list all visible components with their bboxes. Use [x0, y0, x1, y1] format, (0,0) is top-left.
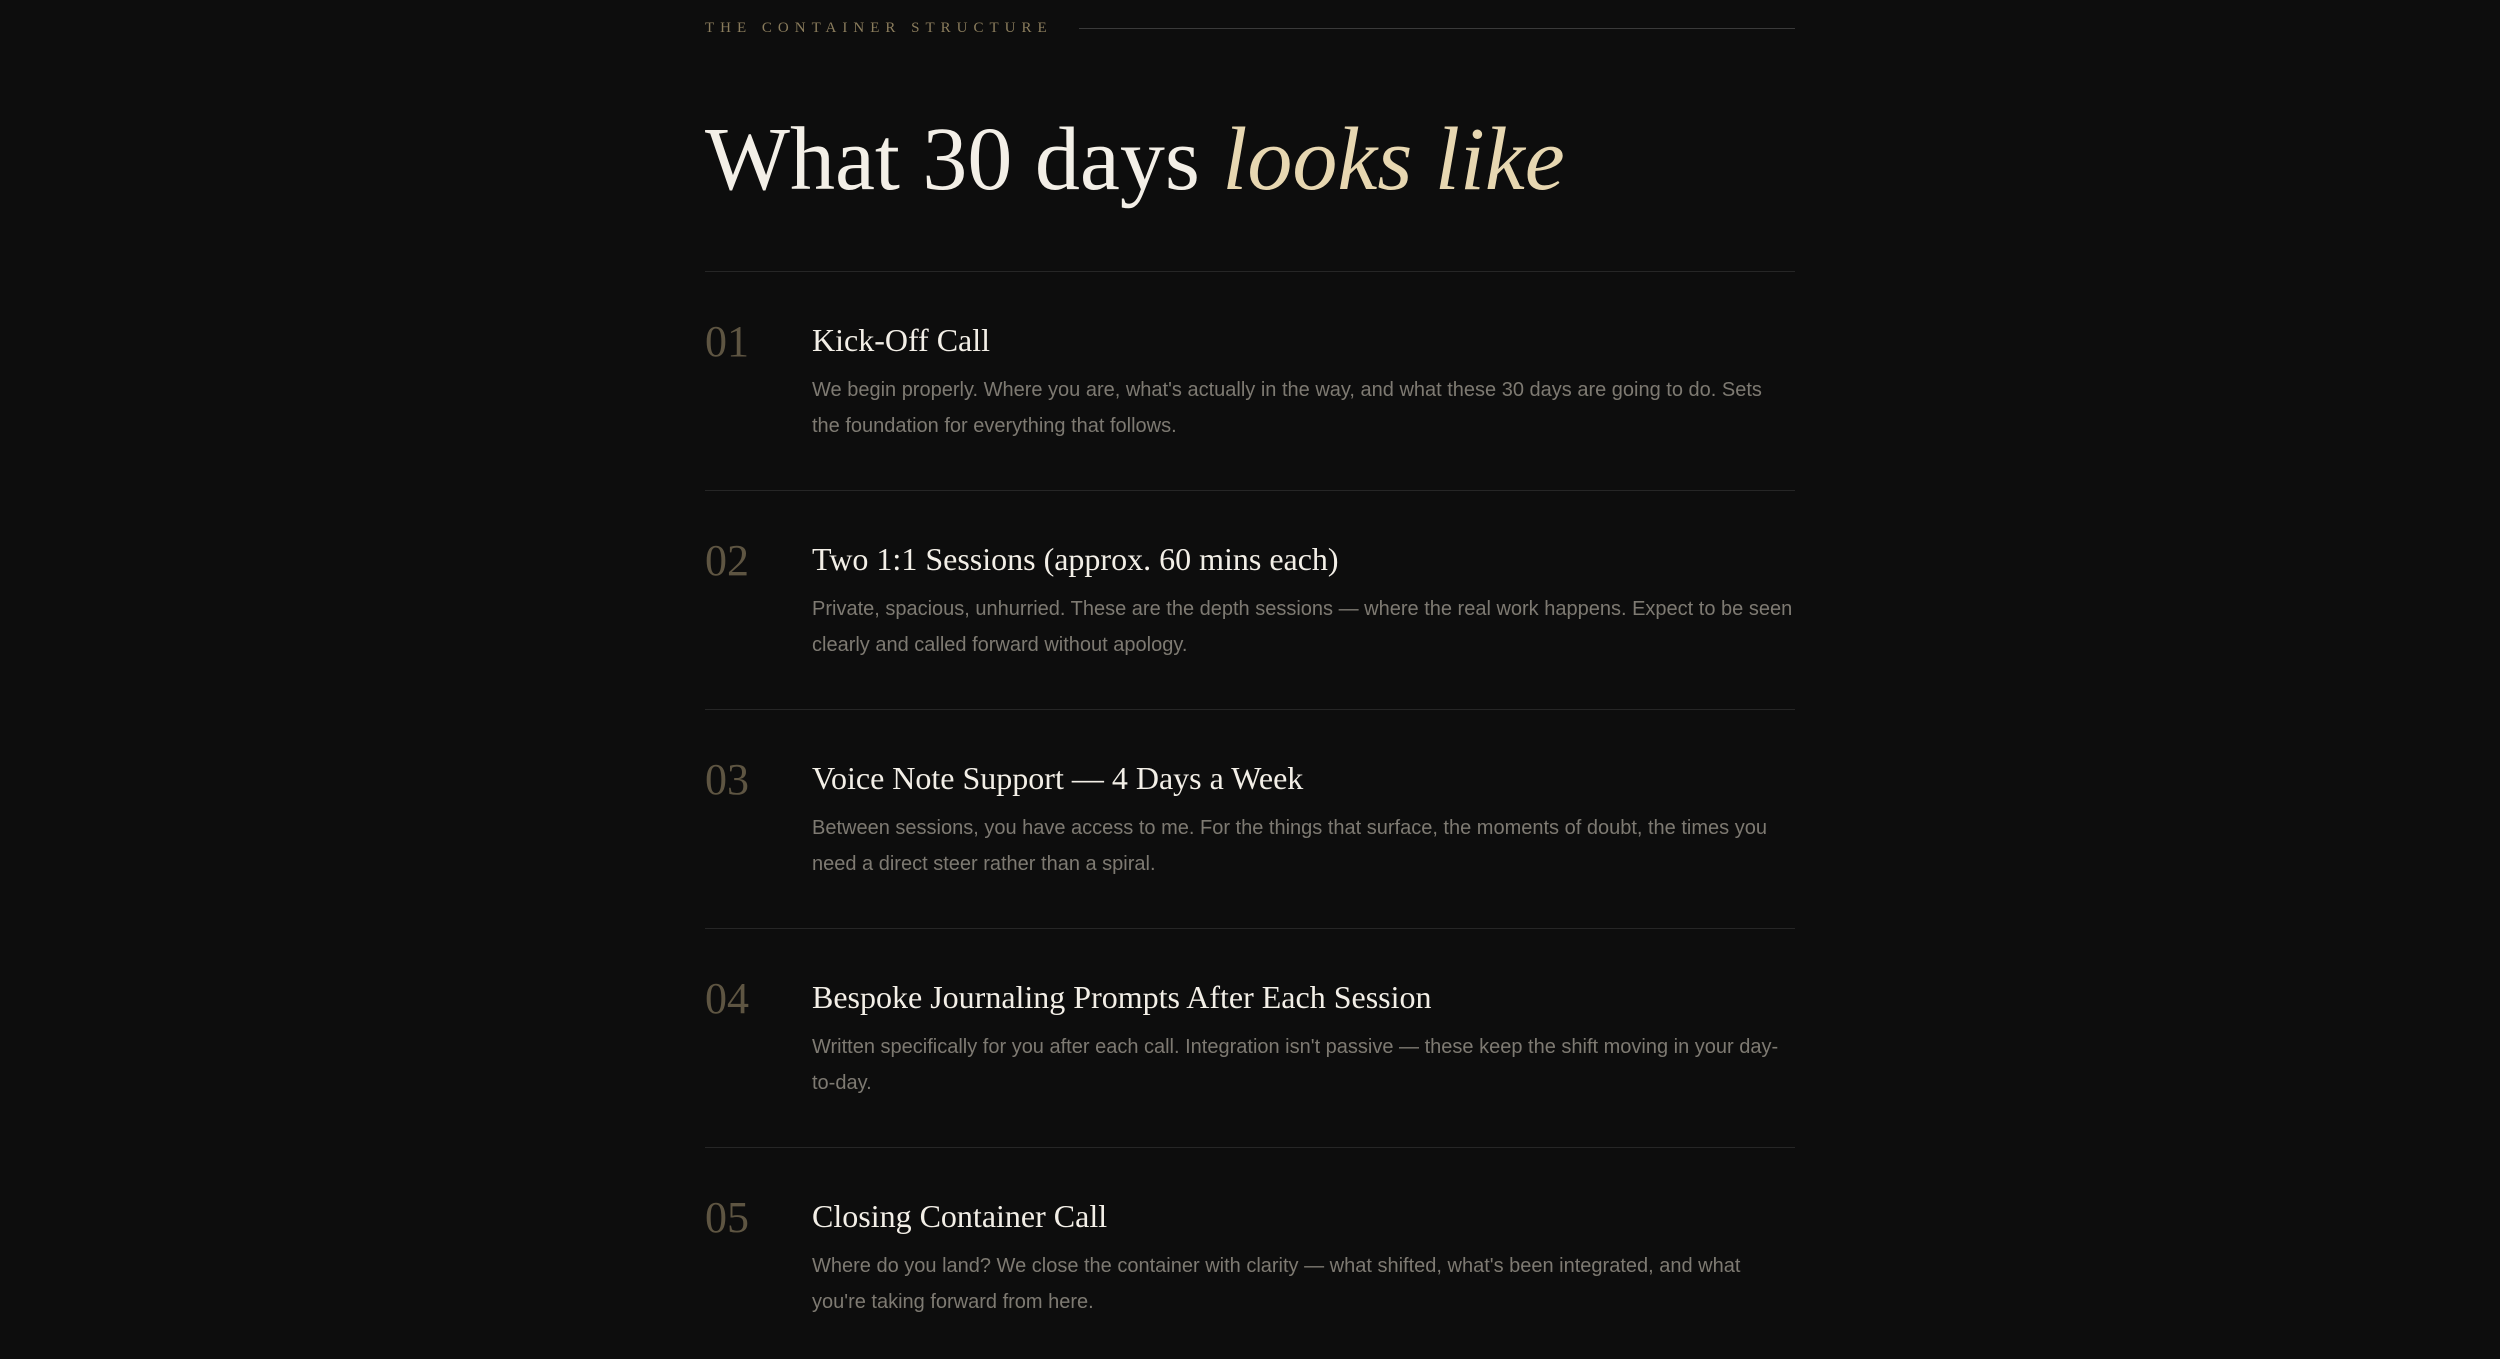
item-description: Written specifically for you after each call. Integration isn't passive — these keep the shift moving in your day-to-day.	[812, 1036, 1779, 1094]
item-title: Closing Container Call	[812, 1198, 1108, 1234]
heading-main: What 30 days	[705, 110, 1223, 209]
section-heading	[705, 56, 1795, 272]
structure-list	[705, 272, 1795, 1359]
item-body	[812, 272, 1795, 490]
item-number: 01	[705, 317, 749, 366]
container-structure-section	[705, 0, 1795, 1359]
item-body	[812, 929, 1795, 1147]
item-number: 05	[705, 1193, 749, 1242]
item-number: 02	[705, 536, 749, 585]
item-body	[812, 491, 1795, 709]
item-number: 03	[705, 755, 749, 804]
item-description: Between sessions, you have access to me. For the things that surface, the moments of doubt, the times you need a direct steer rather than a spiral.	[812, 817, 1767, 875]
item-title: Voice Note Support — 4 Days a Week	[812, 760, 1304, 796]
eyebrow-divider	[1079, 28, 1795, 29]
eyebrow-label: THE CONTAINER STRUCTURE	[705, 19, 1053, 36]
list-item	[705, 272, 1795, 491]
list-item	[705, 491, 1795, 710]
item-title: Bespoke Journaling Prompts After Each Session	[812, 979, 1432, 1015]
list-item	[705, 1148, 1795, 1359]
item-body	[812, 1148, 1795, 1359]
list-item	[705, 710, 1795, 929]
item-title: Kick-Off Call	[812, 322, 991, 358]
item-description: We begin properly. Where you are, what's actually in the way, and what these 30 days are going to do. Sets the foundation for everything that follows.	[812, 379, 1762, 437]
item-description: Private, spacious, unhurried. These are the depth sessions — where the real work happens. Expect to be seen clearly and called forward without apology.	[812, 598, 1793, 656]
list-item	[705, 929, 1795, 1148]
item-number: 04	[705, 974, 749, 1023]
heading-accent: looks like	[1222, 110, 1565, 209]
item-title: Two 1:1 Sessions (approx. 60 mins each)	[812, 541, 1339, 577]
item-body	[812, 710, 1795, 928]
item-description: Where do you land? We close the container with clarity — what shifted, what's been integrated, and what you're taking forward from here.	[812, 1255, 1741, 1313]
eyebrow	[705, 0, 1795, 56]
